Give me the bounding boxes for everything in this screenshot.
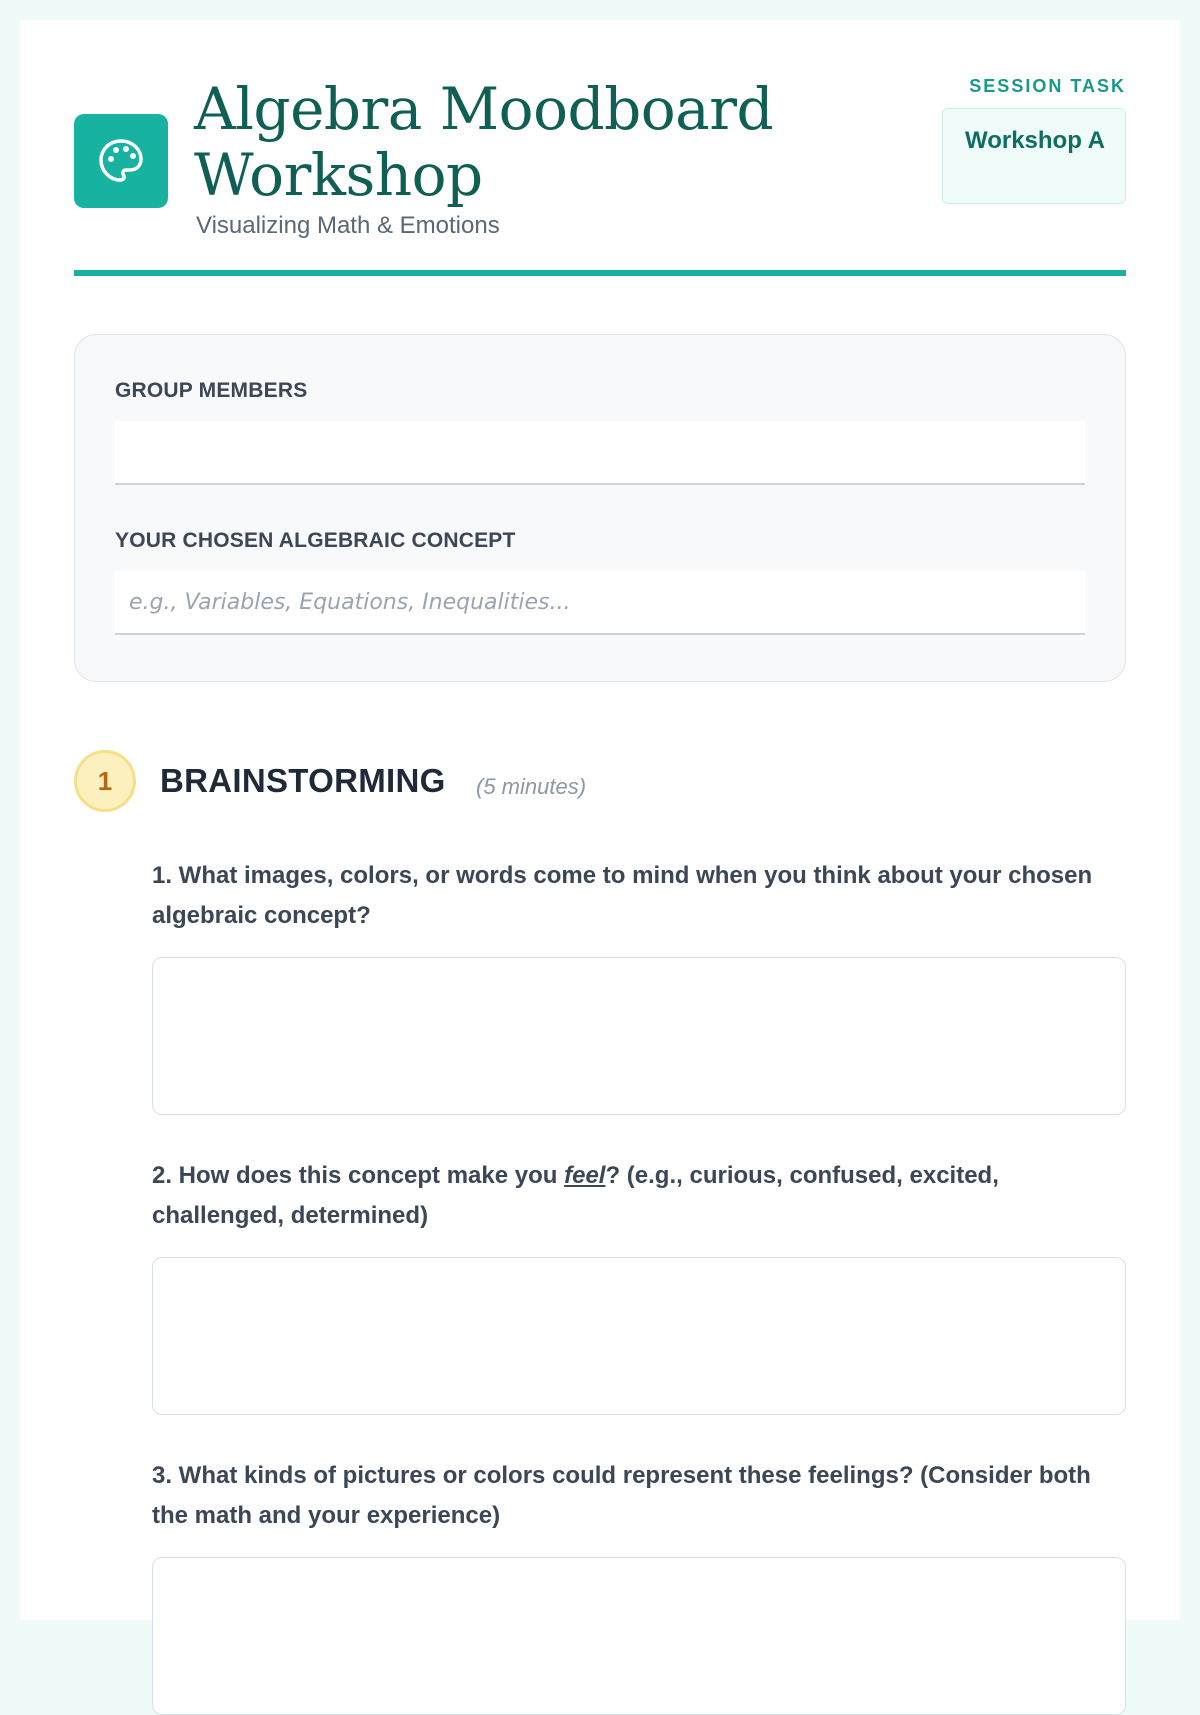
worksheet-page (20, 20, 1180, 1620)
group-members-input[interactable] (115, 421, 1085, 485)
worksheet-header (74, 20, 1126, 276)
question-2-emphasis: feel (564, 1162, 606, 1189)
group-info-card (74, 334, 1126, 682)
question-2 (152, 1156, 1102, 1236)
answer-3-textarea[interactable] (152, 1557, 1126, 1715)
section-time: (5 minutes) (476, 774, 587, 799)
section-number-badge: 1 (74, 750, 136, 812)
question-2-prefix: 2. How does this concept make you (152, 1162, 565, 1189)
section-title: BRAINSTORMING (160, 762, 446, 799)
question-2-suffix: ? (e.g., curious, confused, excited, challenged, determined) (152, 1162, 999, 1229)
page-subtitle: Visualizing Math & Emotions (196, 212, 500, 239)
answer-1-textarea[interactable] (152, 957, 1126, 1115)
session-task-badge: Workshop A (942, 108, 1126, 204)
page-title: Algebra Moodboard Workshop (194, 75, 774, 209)
question-3: 3. What kinds of pictures or colors could represent these feelings? (Consider both the math and your experience) (152, 1462, 1091, 1529)
concept-input[interactable] (115, 571, 1085, 635)
concept-label: YOUR CHOSEN ALGEBRAIC CONCEPT (115, 529, 516, 552)
answer-2-textarea[interactable] (152, 1257, 1126, 1415)
session-task-label: SESSION TASK (969, 76, 1126, 96)
palette-icon (74, 114, 168, 208)
group-members-label: GROUP MEMBERS (115, 379, 308, 402)
question-1: 1. What images, colors, or words come to mind when you think about your chosen algebraic concept? (152, 862, 1093, 929)
